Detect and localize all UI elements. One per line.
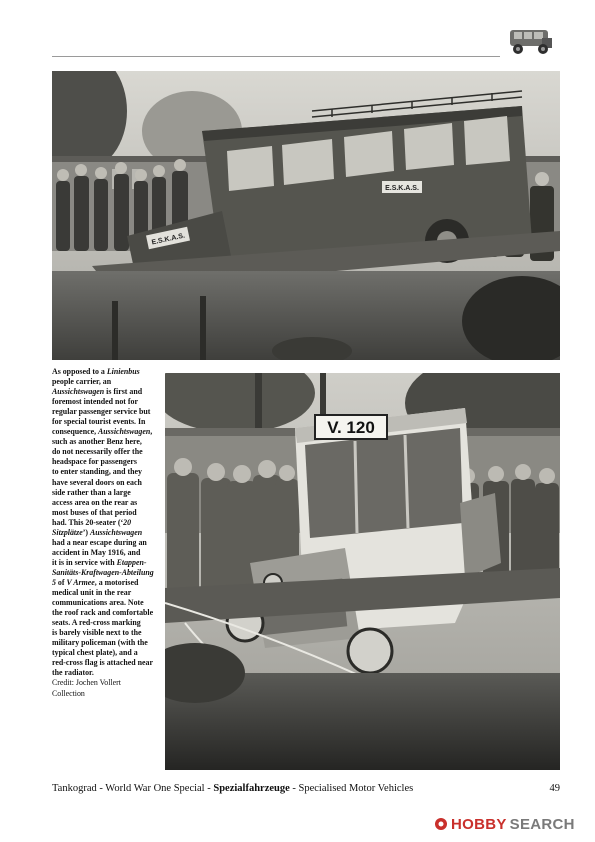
caption-segment: military policeman (with the <box>52 638 148 648</box>
hobbysearch-watermark <box>434 814 584 834</box>
caption-line <box>52 367 162 377</box>
caption-line <box>52 478 162 488</box>
footer-subtitle: - Specialised Motor Vehicles <box>289 783 414 794</box>
caption-line <box>52 558 162 568</box>
caption-segment: side rather than a large <box>52 487 131 497</box>
caption-line <box>52 387 162 397</box>
caption-line <box>52 568 162 578</box>
photo-caption <box>52 367 162 699</box>
caption-italic-term: 20 <box>123 517 132 527</box>
caption-text <box>52 367 162 678</box>
header-rule <box>52 56 500 57</box>
caption-italic-term: V Armee <box>66 577 95 587</box>
caption-segment: is barely visible next to the <box>52 628 142 638</box>
caption-segment: accident in May 1916, and <box>52 547 141 557</box>
bus-on-bridge-photo <box>52 71 560 360</box>
caption-segment: the roof rack and comfortable <box>52 608 154 618</box>
caption-segment: medical unit in the rear <box>52 588 132 598</box>
caption-line <box>52 538 162 548</box>
caption-segment: for special tourist events. In <box>52 417 146 427</box>
caption-line <box>52 648 162 658</box>
caption-line <box>52 427 162 437</box>
caption-line <box>52 447 162 457</box>
caption-segment: to enter standing, and they <box>52 467 142 477</box>
caption-segment: have several doors on each <box>52 477 142 487</box>
caption-italic-term: Linienbus <box>106 367 140 376</box>
caption-line <box>52 668 162 678</box>
caption-line <box>52 397 162 407</box>
caption-segment: had a near escape during an <box>52 537 147 547</box>
plate-text: V. 120 <box>327 418 375 437</box>
caption-line <box>52 658 162 668</box>
caption-line <box>52 528 162 538</box>
watermark-search: SEARCH <box>509 815 575 833</box>
caption-segment: foremost intended not for <box>52 397 138 407</box>
page-footer <box>52 782 560 795</box>
caption-segment: As opposed to a <box>52 367 107 376</box>
caption-segment: typical chest plate), and a <box>52 648 138 658</box>
caption-segment: of <box>55 577 67 587</box>
caption-line <box>52 518 162 528</box>
caption-line <box>52 467 162 477</box>
caption-italic-term: Etappen- <box>116 557 147 567</box>
caption-line <box>52 628 162 638</box>
caption-segment: access area on the rear as <box>52 497 138 507</box>
caption-line <box>52 457 162 467</box>
caption-line <box>52 407 162 417</box>
photo-credit-line2: Collection <box>52 688 85 698</box>
caption-italic-term: Aussichtswagen <box>52 387 105 397</box>
caption-line <box>52 608 162 618</box>
side-sign-text: E.S.K.A.S. <box>385 185 419 192</box>
caption-segment: seats. A red-cross marking <box>52 618 141 628</box>
caption-line <box>52 548 162 558</box>
page-number: 49 <box>549 783 560 794</box>
caption-italic-term: Aussichtswagen <box>98 427 151 437</box>
caption-segment: people carrier, an <box>52 377 112 387</box>
caption-line <box>52 588 162 598</box>
caption-segment: headspace for passengers <box>52 457 137 467</box>
caption-line <box>52 498 162 508</box>
hobbysearch-logo-icon <box>434 817 448 831</box>
caption-segment: , <box>150 427 153 437</box>
caption-segment: regular passenger service but <box>52 407 151 417</box>
caption-italic-term: Sitzplätze <box>52 527 83 537</box>
caption-line <box>52 437 162 447</box>
footer-series: Tankograd - World War One Special - <box>52 783 214 794</box>
caption-segment: the radiator. <box>52 668 94 678</box>
caption-italic-term: 5 <box>52 577 56 587</box>
caption-segment: red-cross flag is attached near <box>52 658 153 668</box>
caption-segment: such as another Benz here, <box>52 437 142 447</box>
caption-italic-term: Sanitäts-Kraftwagen-Abteilung <box>52 567 154 577</box>
caption-line <box>52 598 162 608</box>
caption-line <box>52 618 162 628</box>
caption-line <box>52 377 162 387</box>
caption-segment: had. This 20-seater (‘ <box>52 517 124 527</box>
caption-segment: communications area. Note <box>52 598 144 608</box>
caption-segment: , a motorised <box>94 577 139 587</box>
photo-credit: Credit: Jochen Vollert <box>52 678 121 688</box>
watermark-hobby: HOBBY <box>451 815 507 833</box>
caption-line <box>52 488 162 498</box>
front-sign-text: E.S.K.A.S. <box>151 232 186 247</box>
caption-line <box>52 417 162 427</box>
caption-segment: consequence, <box>52 427 99 437</box>
footer-title-bold: Spezialfahrzeuge <box>213 783 290 794</box>
caption-segment: is first and <box>104 387 143 397</box>
caption-segment: it is in service with <box>52 557 117 567</box>
caption-segment: most buses of that period <box>52 507 137 517</box>
caption-segment: do not necessarily offer the <box>52 447 143 457</box>
header-vehicle-icon <box>506 24 554 58</box>
caption-line <box>52 508 162 518</box>
caption-segment: ’) <box>82 527 90 537</box>
caption-italic-term: Aussichtswagen <box>89 527 143 537</box>
caption-line <box>52 638 162 648</box>
caption-line <box>52 578 162 588</box>
bus-accident-photo <box>165 373 560 770</box>
